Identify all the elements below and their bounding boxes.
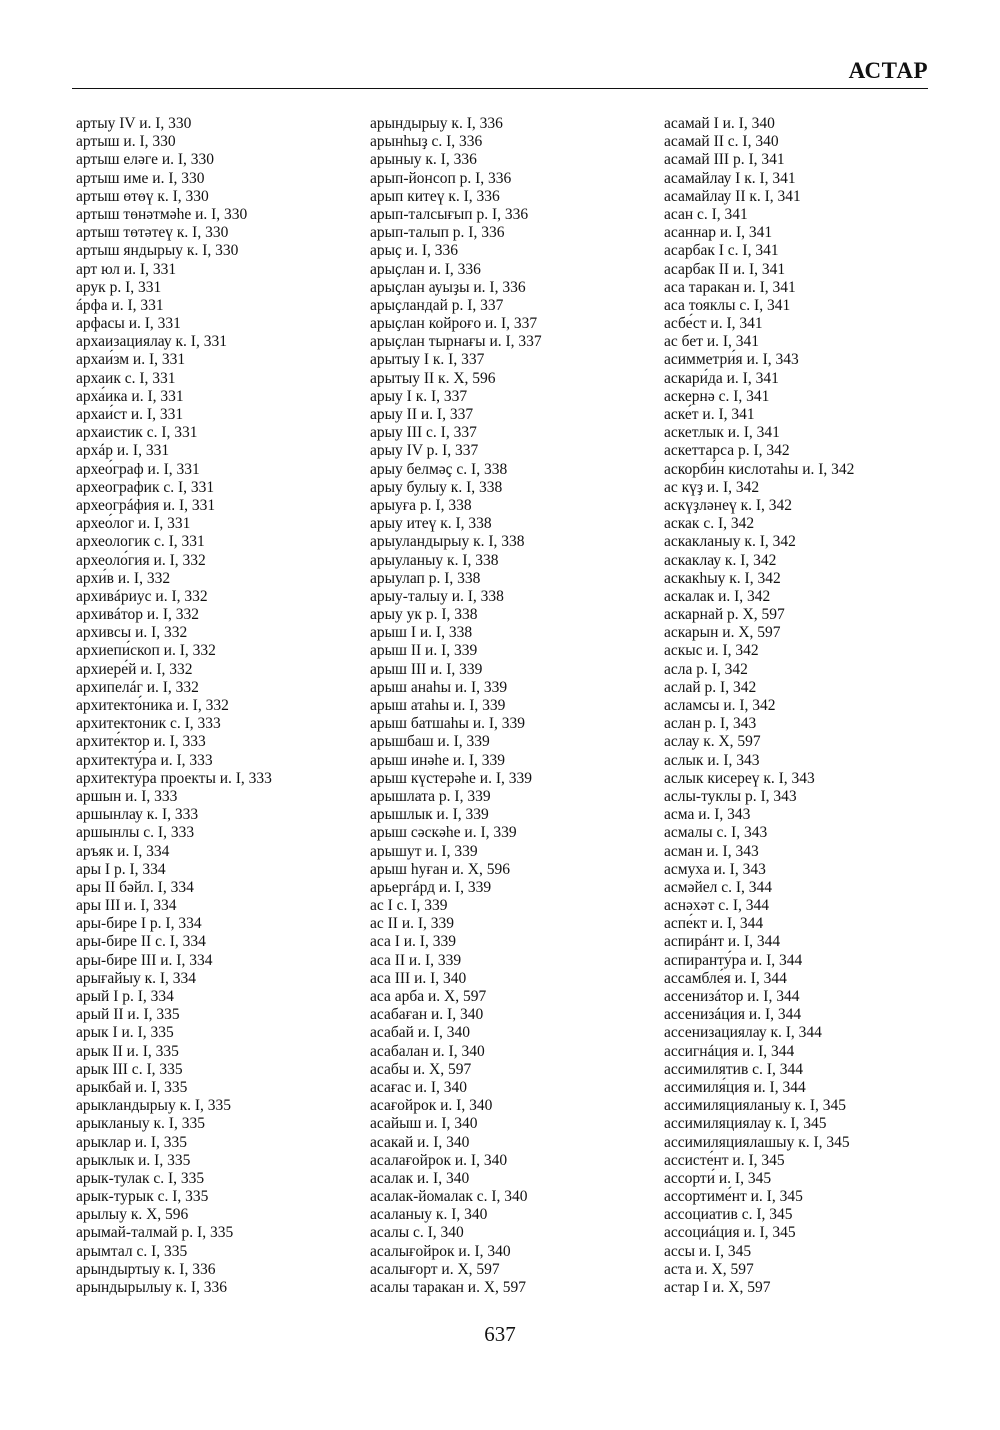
dictionary-entry: астар I и. X, 597 [664,1279,771,1296]
dictionary-entry: арха́ика и. I, 331 [76,387,184,405]
dictionary-entry: артыш еләге и. I, 330 [76,151,215,169]
column-3 [664,115,854,1297]
dictionary-entry: арыҫ и. I, 336 [370,242,459,260]
dictionary-entry: архи́в и. I, 332 [76,569,171,587]
dictionary-entry: арыш күстерәһе и. I, 339 [370,769,533,787]
dictionary-entry: асалы таракан и. X, 597 [370,1279,527,1296]
dictionary-entry: асабаған и. I, 340 [370,1006,484,1024]
header-rule [72,88,928,89]
dictionary-entry: арымтал с. I, 335 [76,1242,188,1260]
dictionary-entry: арыҫлан ауыҙы и. I, 336 [370,278,526,296]
dictionary-entry: арыш атаһы и. I, 339 [370,697,506,714]
dictionary-entry: арынһыҙ с. I, 336 [370,133,483,151]
dictionary-entry: арыш анаһы и. I, 339 [370,678,508,696]
dictionary-entry: асан с. I, 341 [664,205,748,223]
dictionary-entry: ассы и. I, 345 [664,1242,752,1260]
dictionary-entry: аскорби́н кислотаһы и. I, 342 [664,460,855,478]
dictionary-entry: арыҫлан тырнағы и. I, 337 [370,333,542,351]
dictionary-entry: асма и. I, 343 [664,806,751,824]
dictionary-entry: аскүҙләнеү к. I, 342 [664,496,793,514]
dictionary-entry: арылыу к. X, 596 [76,1206,189,1224]
dictionary-entry: аскыс и. I, 342 [664,642,759,660]
dictionary-entry: аспиранту́ра и. I, 344 [664,951,803,969]
dictionary-entry: арт юл и. I, 331 [76,260,177,278]
dictionary-entry: архео́граф и. I, 331 [76,460,200,478]
dictionary-entry: архиере́й и. I, 332 [76,660,193,678]
dictionary-entry: ас бет и. I, 341 [664,333,760,351]
dictionary-entry: аскаклау к. I, 342 [664,551,777,569]
dictionary-entry: археографик с. I, 331 [76,478,215,496]
dictionary-entry: арындырылыу к. I, 336 [76,1279,228,1296]
dictionary-entry: архаистик с. I, 331 [76,424,198,442]
dictionary-entry: арыҫлан койроғо и. I, 337 [370,315,538,333]
dictionary-entry: архаи́зм и. I, 331 [76,351,186,369]
dictionary-entry: арык III с. I, 335 [76,1060,183,1078]
running-head: АСТАР [848,58,928,83]
dictionary-entry: арыкбай и. I, 335 [76,1078,188,1096]
dictionary-entry: арыуландырыу к. I, 338 [370,533,525,551]
dictionary-entry: аске́т и. I, 341 [664,406,755,423]
dictionary-entry: арыу IV р. I, 337 [370,442,479,460]
dictionary-entry: архитекто́ника и. I, 332 [76,697,229,714]
dictionary-entry: арык-тулак с. I, 335 [76,1169,205,1187]
dictionary-entry: аса арба и. X, 597 [370,988,487,1005]
dictionary-entry: арыш инәһе и. I, 339 [370,751,506,769]
dictionary-entry: арышлата р. I, 339 [370,787,491,805]
dictionary-entry: артыш төнәтмәһе и. I, 330 [76,205,248,223]
dictionary-entry: архитектоник с. I, 333 [76,715,221,733]
dictionary-entry: ассоциатив с. I, 345 [664,1206,793,1224]
dictionary-entry: асарбак I с. I, 341 [664,242,779,260]
dictionary-entry: аснәхәт с. I, 344 [664,897,770,915]
dictionary-entry: археогрáфия и. I, 331 [76,496,216,514]
column-1 [76,115,272,1297]
dictionary-entry: арытыу II к. X, 596 [370,369,496,387]
page-number: 637 [484,1322,516,1346]
dictionary-entry: аслай р. I, 342 [664,678,757,696]
dictionary-entry: ас I с. I, 339 [370,897,448,915]
dictionary-entry: асаннар и. I, 341 [664,224,773,242]
dictionary-entry: арыу булыу к. I, 338 [370,478,503,496]
dictionary-entry: арып-йонсоп р. I, 336 [370,169,512,187]
dictionary-entry: ассимиляциялау к. I, 345 [664,1115,827,1133]
dictionary-entry: арыу III с. I, 337 [370,424,477,442]
dictionary-entry: асалығойрок и. I, 340 [370,1242,511,1260]
column-2 [370,115,542,1297]
dictionary-entry: арыу итеү к. I, 338 [370,515,492,533]
dictionary-entry: асакай и. I, 340 [370,1133,470,1151]
dictionary-entry: арык I и. I, 335 [76,1024,174,1042]
dictionary-entry: арыу белмәҫ с. I, 338 [370,460,508,478]
dictionary-entry: ассимиляцияланыу к. I, 345 [664,1097,847,1115]
dictionary-entry: арыш батшаһы и. I, 339 [370,715,526,733]
dictionary-entry: ары-бире I р. I, 334 [76,915,202,933]
dictionary-entry: архаизациялау к. I, 331 [76,333,227,351]
dictionary-entry: асамай II с. I, 340 [664,133,779,151]
dictionary-entry: аслы-туклы р. I, 343 [664,787,797,805]
dictionary-entry: ары I р. I, 334 [76,860,166,878]
dictionary-entry: аса тояклы с. I, 341 [664,296,791,314]
dictionary-entry: арыҫлан и. I, 336 [370,260,481,278]
dictionary-entry: асарбак II и. I, 341 [664,260,786,278]
dictionary-entry: артыш өтөү к. I, 330 [76,187,209,205]
dictionary-entry: аршын и. I, 333 [76,787,178,805]
dictionary-entry: ассимилятив с. I, 344 [664,1060,803,1078]
dictionary-entry: асамай I и. I, 340 [664,115,775,132]
dictionary-entry: артыш име и. I, 330 [76,169,205,187]
dictionary-entry: арыуланыу к. I, 338 [370,551,499,569]
dictionary-entry: арындырыу к. I, 336 [370,115,503,132]
dictionary-entry: аскетлык и. I, 341 [664,424,780,442]
dictionary-entry: арыш III и. I, 339 [370,660,483,678]
dictionary-entry: асалак-йомалак с. I, 340 [370,1188,528,1206]
dictionary-entry: асабай и. I, 340 [370,1024,470,1042]
dictionary-entry: асалак и. I, 340 [370,1169,470,1187]
dictionary-entry: артыш төтәтеү к. I, 330 [76,224,229,242]
dictionary-entry: арымай-талмай р. I, 335 [76,1224,234,1242]
dictionary-entry: арып китеү к. I, 336 [370,187,500,205]
dictionary-entry: арығайыу к. I, 334 [76,969,197,987]
dictionary-entry: архитекту́ра и. I, 333 [76,751,213,769]
dictionary-entry: арый I р. I, 334 [76,988,174,1005]
dictionary-entry: арыш II и. I, 339 [370,642,478,660]
dictionary-entry: асабы и. X, 597 [370,1060,472,1078]
dictionary-entry: архаи́ст и. I, 331 [76,406,184,423]
dictionary-entry: ассигнáция и. I, 344 [664,1042,795,1060]
dictionary-entry: артыу IV и. I, 330 [76,115,192,132]
dictionary-entry: артыш и. I, 330 [76,133,176,151]
dictionary-entry: ас күҙ и. I, 342 [664,478,760,496]
dictionary-entry: аста и. X, 597 [664,1260,754,1278]
dictionary-entry: ассенизáция и. I, 344 [664,1006,802,1024]
dictionary-entry: архáр и. I, 331 [76,442,170,460]
dictionary-entry: архите́ктор и. I, 333 [76,733,206,751]
dictionary-entry: асалығорт и. X, 597 [370,1260,500,1278]
dictionary-entry: асамайлау I к. I, 341 [664,169,796,187]
dictionary-entry: арыкландырыу к. I, 335 [76,1097,232,1115]
dictionary-entry: аспе́кт и. I, 344 [664,915,764,933]
dictionary-entry: архиепи́скоп и. I, 332 [76,642,216,660]
dictionary-entry: аслан р. I, 343 [664,715,757,733]
dictionary-entry: асайыш и. I, 340 [370,1115,478,1133]
dictionary-entry: ас II и. I, 339 [370,915,455,933]
dictionary-entry: арук р. I, 331 [76,278,162,296]
dictionary-entry: архео́лог и. I, 331 [76,515,191,533]
dictionary-entry: арытыу I к. I, 337 [370,351,485,369]
dictionary-entry: арыулап р. I, 338 [370,569,481,587]
dictionary-entry: асла р. I, 342 [664,660,748,678]
dictionary-entry: асамайлау II к. I, 341 [664,187,801,205]
dictionary-entry: асағойрок и. I, 340 [370,1097,493,1115]
dictionary-entry: арыклар и. I, 335 [76,1133,188,1151]
dictionary-entry: аскеттарса р. I, 342 [664,442,790,460]
dictionary-entry: аршынлы с. I, 333 [76,824,195,842]
dictionary-entry: архитекту́ра проекты и. I, 333 [76,769,272,787]
dictionary-entry: ассортиме́нт и. I, 345 [664,1188,803,1206]
dictionary-entry: арфасы и. I, 331 [76,315,181,333]
dictionary-entry: аса II и. I, 339 [370,951,462,969]
dictionary-entry: асламсы и. I, 342 [664,697,776,714]
dictionary-entry: ассоциáция и. I, 345 [664,1224,796,1242]
dictionary-entry: арыу II и. I, 337 [370,406,474,423]
dictionary-entry: ассимиля́ция и. I, 344 [664,1078,806,1096]
dictionary-entry: арыу I к. I, 337 [370,387,468,405]
dictionary-entry: артыш яндырыу к. I, 330 [76,242,239,260]
dictionary-entry: аса I и. I, 339 [370,933,456,951]
dictionary-entry: асағас и. I, 340 [370,1078,468,1096]
dictionary-entry: арык II и. I, 335 [76,1042,179,1060]
dictionary-entry: аскари́да и. I, 341 [664,369,779,387]
dictionary-entry: арьергáрд и. I, 339 [370,878,492,896]
dictionary-entry: аскарын и. X, 597 [664,624,781,642]
dictionary-entry: аскалак и. I, 342 [664,587,771,605]
dictionary-entry: асбе́ст и. I, 341 [664,315,763,333]
dictionary-entry: аршынлау к. I, 333 [76,806,199,824]
dictionary-entry: архивсы и. I, 332 [76,624,188,642]
dictionary-entry: ассенизациялау к. I, 344 [664,1024,822,1042]
dictionary-entry: архивáтор и. I, 332 [76,606,200,624]
dictionary-entry: арыу ук р. I, 338 [370,606,478,624]
dictionary-entry: ары III и. I, 334 [76,897,177,915]
dictionary-entry: арыш сәскәһе и. I, 339 [370,824,517,842]
dictionary-entry: арыкланыу к. I, 335 [76,1115,205,1133]
dictionary-entry: ары-бире II с. I, 334 [76,933,206,951]
dictionary-entry: аслау к. X, 597 [664,733,761,751]
dictionary-entry: ары II бәйл. I, 334 [76,878,194,896]
dictionary-entry: археологик с. I, 331 [76,533,205,551]
dictionary-entry: асамай III р. I, 341 [664,151,785,169]
dictionary-entry: áрфа и. I, 331 [76,296,164,314]
dictionary-entry: асман и. I, 343 [664,842,759,860]
dictionary-entry: арыклык и. I, 335 [76,1151,191,1169]
dictionary-entry: аскарнай р. X, 597 [664,606,785,624]
dictionary-entry: асмуха и. I, 343 [664,860,766,878]
dictionary-entry: асмалы с. I, 343 [664,824,768,842]
dictionary-entry: ары-бире III и. I, 334 [76,951,213,969]
dictionary-entry: ассорти́ и. I, 345 [664,1169,772,1187]
dictionary-entry: арындыртыу к. I, 336 [76,1260,216,1278]
dictionary-entry: арыш һуған и. X, 596 [370,860,510,878]
dictionary-entry: аса таракан и. I, 341 [664,278,796,296]
dictionary-entry: асабалан и. I, 340 [370,1042,485,1060]
dictionary-entry: арышлык и. I, 339 [370,806,489,824]
dictionary-entry: асалы с. I, 340 [370,1224,464,1242]
dictionary-entry: арыш I и. I, 338 [370,624,473,642]
dictionary-entry: архивáриус и. I, 332 [76,587,208,605]
dictionary-entry: архаик с. I, 331 [76,369,176,387]
dictionary-entry: аскак с. I, 342 [664,515,755,533]
dictionary-entry: арыныу к. I, 336 [370,151,477,169]
dictionary-entry: арышут и. I, 339 [370,842,478,860]
dictionary-entry: аспирáнт и. I, 344 [664,933,781,951]
dictionary-entry: арык-турык с. I, 335 [76,1188,209,1206]
dictionary-entry: асимметри́я и. I, 343 [664,351,799,369]
dictionary-entry: асалағойрок и. I, 340 [370,1151,508,1169]
dictionary-entry: аскернә с. I, 341 [664,387,770,405]
dictionary-entry: арышбаш и. I, 339 [370,733,490,751]
dictionary-entry: асмәйел с. I, 344 [664,878,773,896]
dictionary-entry: арып-талып р. I, 336 [370,224,505,242]
dictionary-entry: аскакһыу к. I, 342 [664,569,781,587]
dictionary-entry: ассимиляциялашыу к. I, 345 [664,1133,850,1151]
dictionary-entry: аслык и. I, 343 [664,751,760,769]
dictionary-entry: асаланыу к. I, 340 [370,1206,488,1224]
dictionary-entry: арып-талсығып р. I, 336 [370,205,529,223]
dictionary-entry: аса III и. I, 340 [370,969,467,987]
dictionary-entry: археоло́гия и. I, 332 [76,551,206,569]
dictionary-entry: аслык кисереү к. I, 343 [664,769,815,787]
dictionary-entry: арыуға р. I, 338 [370,496,472,514]
dictionary-entry: арыу-талыу и. I, 338 [370,587,504,605]
dictionary-entry: аскакланыу к. I, 342 [664,533,796,551]
dictionary-entry: аръяк и. I, 334 [76,842,170,860]
dictionary-entry: ассенизáтор и. I, 344 [664,988,800,1005]
dictionary-entry: ассамбле́я и. I, 344 [664,969,787,987]
dictionary-entry: архипелáг и. I, 332 [76,678,199,696]
dictionary-entry: ассисте́нт и. I, 345 [664,1151,785,1169]
dictionary-entry: арый II и. I, 335 [76,1006,180,1024]
dictionary-entry: арыҫландай р. I, 337 [370,296,504,314]
